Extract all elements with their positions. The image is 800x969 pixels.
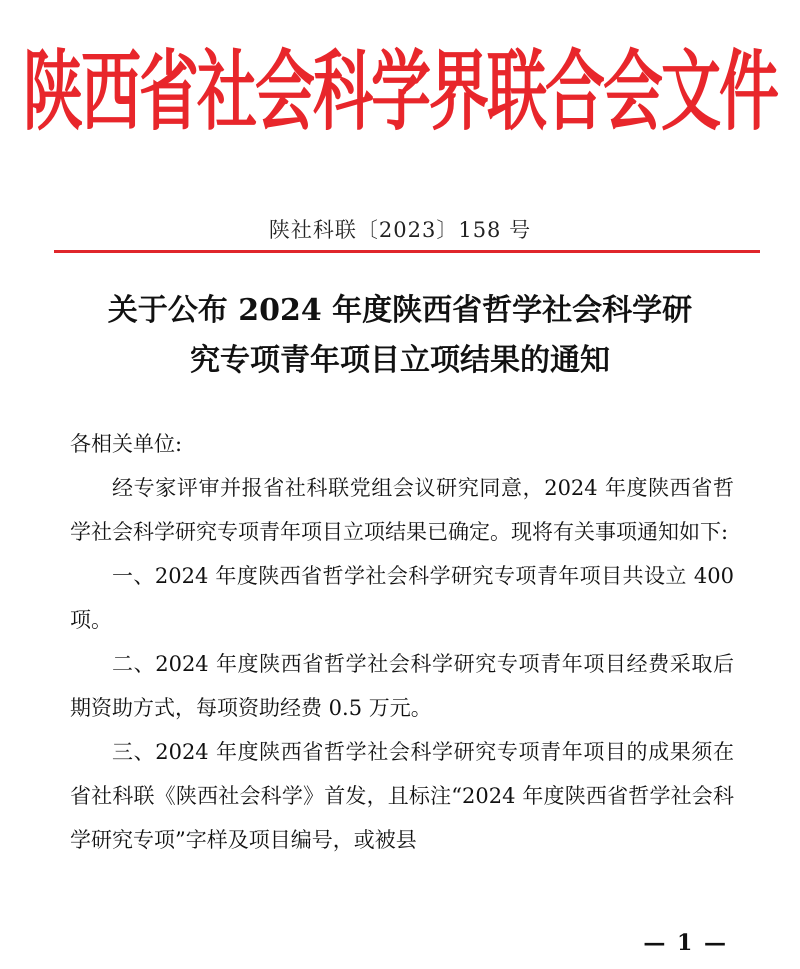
notice-title-line-2: 究专项青年项目立项结果的通知 xyxy=(190,343,610,378)
notice-title xyxy=(40,286,760,386)
page-number: — 1 — xyxy=(643,930,728,956)
paragraph-item-1: 一、2024 年度陕西省哲学社会科学研究专项青年项目共设立 400 项。 xyxy=(70,564,734,632)
paragraph-item-2: 二、2024 年度陕西省哲学社会科学研究专项青年项目经费采取后期资助方式，每项资助经费 0.5 万元。 xyxy=(70,652,734,720)
document-number: 陕社科联〔2023〕158 号 xyxy=(268,218,532,242)
notice-body xyxy=(70,422,734,862)
masthead-title: 陕西省社会科学界联合会文件 xyxy=(23,41,777,143)
paragraph-item-3: 三、2024 年度陕西省哲学社会科学研究专项青年项目的成果须在省社科联《陕西社会科学》首发，且标注“2024 年度陕西省哲学社会科学研究专项”字样及项目编号，或被县 xyxy=(70,740,734,852)
notice-title-line-1: 关于公布 2024 年度陕西省哲学社会科学研 xyxy=(107,293,693,328)
red-divider-line xyxy=(54,250,760,253)
paragraph-intro: 经专家评审并报省社科联党组会议研究同意，2024 年度陕西省哲学社会科学研究专项青年项目立项结果已确定。现将有关事项通知如下: xyxy=(70,476,734,544)
salutation: 各相关单位: xyxy=(70,432,183,456)
